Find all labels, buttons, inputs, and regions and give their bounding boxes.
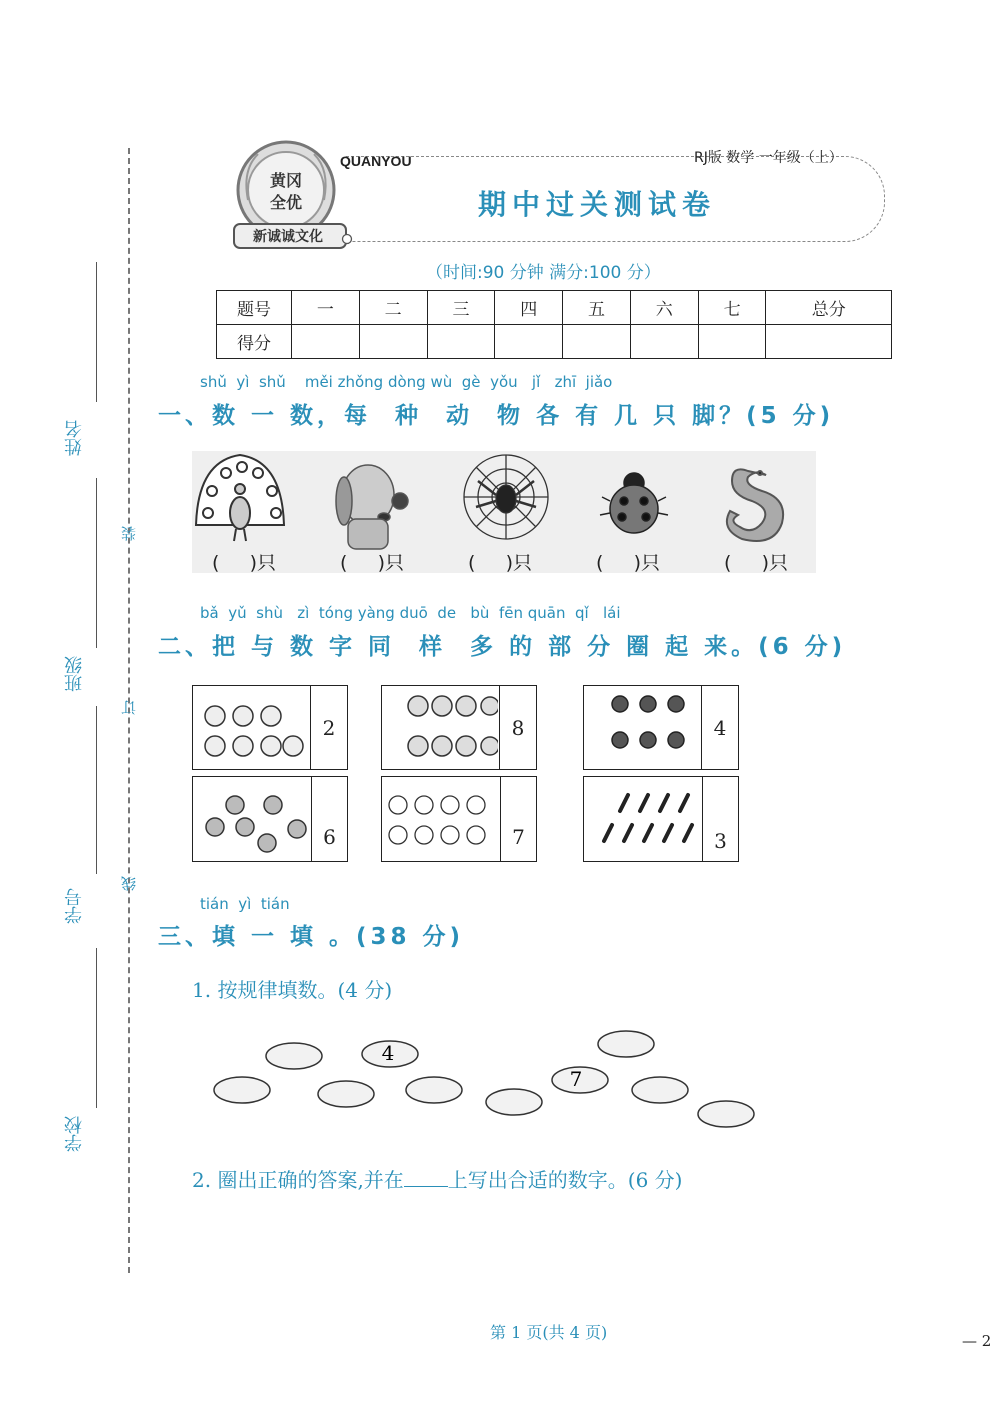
score-header-cell: 二	[359, 291, 427, 325]
section1-title: 一、数 一 数，每 种 动 物 各 有 几 只 脚？(5 分)	[158, 403, 835, 429]
score-cell[interactable]	[698, 325, 766, 359]
logo-mid-text: 全优	[269, 193, 303, 212]
question1-text: 1. 按规律填数。(4 分)	[192, 978, 393, 1002]
apple-box[interactable]	[381, 685, 537, 770]
score-cell[interactable]	[427, 325, 495, 359]
answer-blank-peacock[interactable]: ( )只	[212, 552, 277, 574]
score-header-cell: 一	[292, 291, 360, 325]
peach-box[interactable]	[192, 685, 348, 770]
number-label: 7	[500, 777, 536, 861]
score-cell[interactable]	[766, 325, 892, 359]
page-title: 期中过关测试卷	[478, 188, 717, 221]
number-label: 6	[311, 777, 347, 861]
bun-sequence	[212, 1028, 762, 1132]
peach-image	[193, 686, 309, 769]
dog-image	[336, 465, 408, 549]
name-field[interactable]	[96, 262, 97, 402]
time-score-info: （时间:90 分钟 满分:100 分）	[426, 263, 661, 283]
pepper-image	[584, 777, 700, 861]
question2-blank[interactable]	[404, 1186, 448, 1187]
score-header-cell: 四	[495, 291, 563, 325]
score-value-row	[217, 325, 892, 359]
number-label: 2	[310, 686, 347, 769]
frame-circle	[341, 233, 353, 245]
logo-top-text: 黄冈	[269, 171, 303, 190]
number-label: 8	[499, 686, 536, 769]
score-cell[interactable]	[495, 325, 563, 359]
persimmon-box[interactable]	[192, 776, 348, 862]
section3-title: 三、填 一 填 。(38 分)	[158, 924, 465, 950]
answer-blank-ladybug[interactable]: ( )只	[596, 552, 661, 574]
rose-box[interactable]	[583, 685, 739, 770]
score-cell[interactable]	[359, 325, 427, 359]
class-label: 班级	[64, 656, 85, 692]
bind-word-xian: 线	[120, 876, 138, 891]
bind-word-ding: 订	[120, 700, 138, 715]
score-header-cell: 七	[698, 291, 766, 325]
answer-blank-dog[interactable]: ( )只	[340, 552, 405, 574]
name-field-lower[interactable]	[96, 478, 97, 648]
edition-text: RJ版 数学 一年级（上）	[694, 150, 843, 166]
apple-image	[382, 686, 498, 769]
score-header-cell: 六	[630, 291, 698, 325]
number-field[interactable]	[96, 948, 97, 1108]
score-header-cell: 题号	[217, 291, 292, 325]
side-page-number: — 2	[962, 1332, 992, 1350]
peacock-image	[196, 455, 284, 541]
answer-blank-spider[interactable]: ( )只	[468, 552, 533, 574]
page-footer: 第 1 页(共 4 页)	[490, 1323, 608, 1342]
score-row-label: 得分	[217, 325, 292, 359]
spider-image	[464, 455, 548, 539]
cat-box[interactable]	[381, 776, 537, 862]
name-label: 姓名	[64, 420, 85, 456]
bind-word-zhuang: 装	[120, 526, 138, 541]
pepper-box[interactable]	[583, 776, 739, 862]
score-cell[interactable]	[630, 325, 698, 359]
rose-image	[584, 686, 700, 769]
score-cell[interactable]	[563, 325, 631, 359]
bun-label-7: 7	[569, 1067, 583, 1091]
ladybug-image	[600, 473, 668, 533]
school-label: 学校	[64, 1116, 85, 1152]
score-header-cell: 五	[563, 291, 631, 325]
section2-pinyin: bǎ yǔ shù zì tóng yàng duō de bù fēn quān qǐ lái	[200, 604, 621, 622]
cat-image	[382, 777, 498, 861]
bun-label-4: 4	[381, 1041, 395, 1065]
logo-emblem	[228, 140, 348, 250]
snake-image	[727, 469, 783, 541]
logo-bottom-text: 新诚诚文化	[253, 229, 323, 245]
score-header-cell: 总分	[766, 291, 892, 325]
score-cell[interactable]	[292, 325, 360, 359]
section1-pinyin: shǔ yì shǔ měi zhǒng dòng wù gè yǒu jǐ zhī jiǎo	[200, 373, 613, 391]
persimmon-image	[193, 777, 309, 861]
class-field[interactable]	[96, 706, 97, 874]
score-header-row	[217, 291, 892, 325]
question2-after: 上写出合适的数字。(6 分)	[447, 1168, 683, 1192]
section2-title: 二、把 与 数 字 同 样 多 的 部 分 圈 起 来。(6 分)	[158, 634, 847, 660]
section3-pinyin: tián yì tián	[200, 895, 290, 913]
brand-text: QUANYOU	[340, 153, 412, 169]
question2-before: 2. 圈出正确的答案,并在	[192, 1168, 404, 1192]
question2-text	[192, 1164, 682, 1193]
score-header-cell: 三	[427, 291, 495, 325]
number-label: 3	[702, 777, 738, 861]
answer-blank-snake[interactable]: ( )只	[724, 552, 789, 574]
number-label: 4	[701, 686, 738, 769]
number-label: 学号	[64, 888, 85, 924]
score-table	[216, 290, 892, 359]
